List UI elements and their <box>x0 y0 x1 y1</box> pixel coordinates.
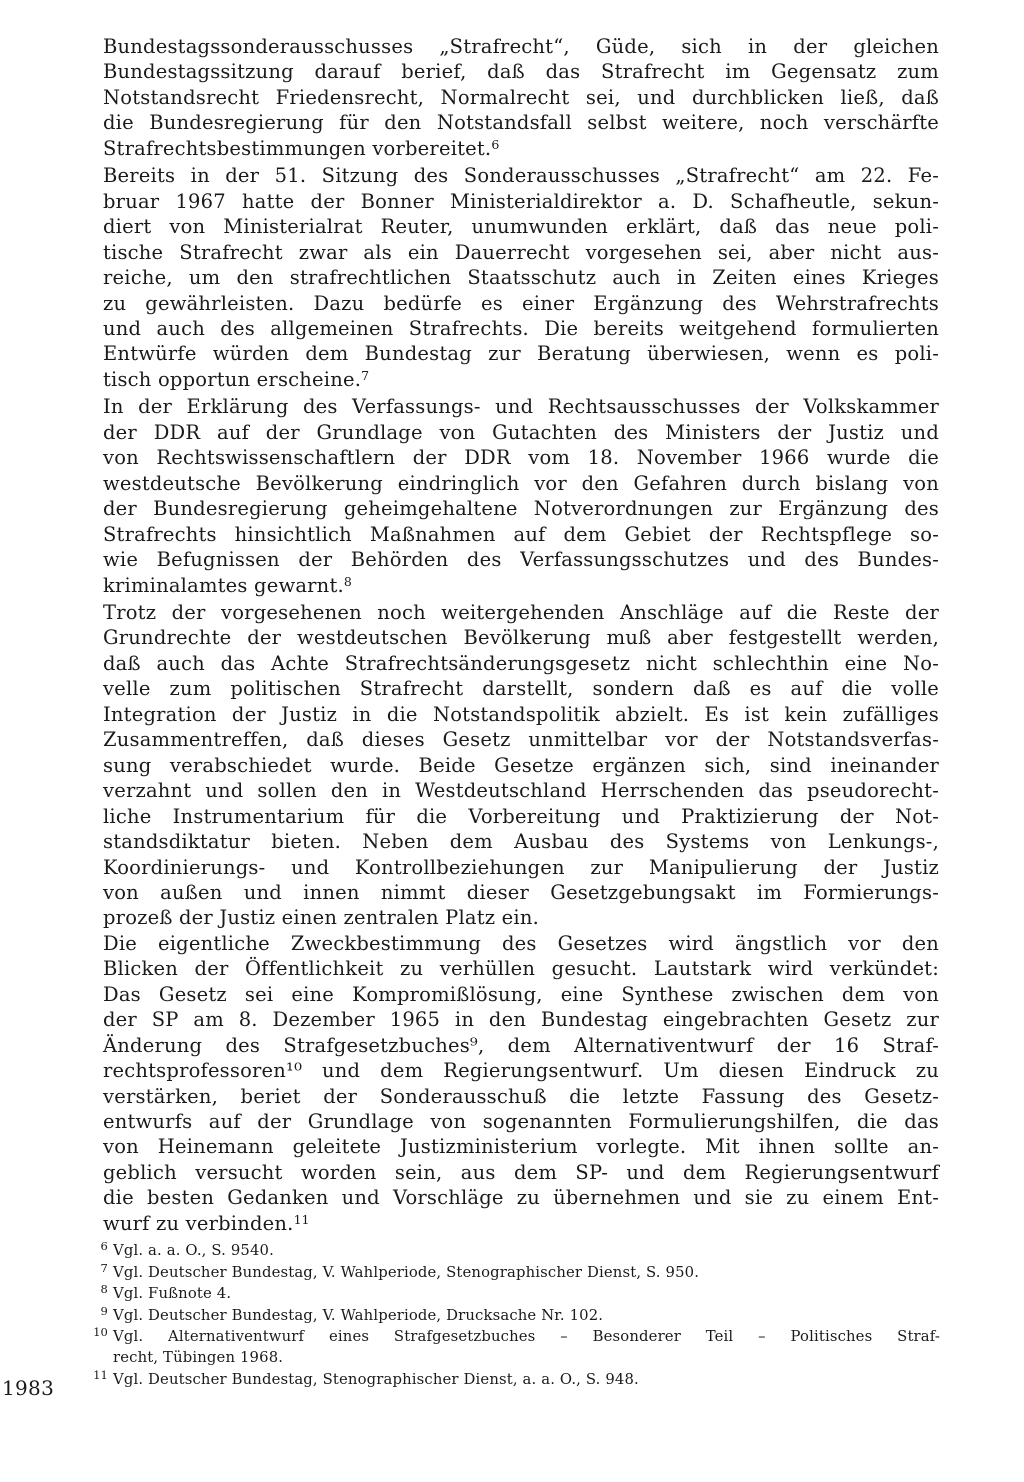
paragraph-1 <box>103 34 939 163</box>
footnote-number: 8 <box>100 1282 108 1297</box>
footnote-line: Vgl. Deutscher Bundestag, V. Wahlperiode, Stenographischer Dienst, S. 950. <box>113 1263 700 1281</box>
footnote-text <box>113 1262 940 1283</box>
text-line: daß auch das Achte Strafrechtsänderungsgesetz nicht schlechthin eine No- <box>103 651 939 675</box>
text-line: von Heinemann geleitete Justizministerium vorlegte. Mit ihnen sollte an- <box>103 1135 939 1159</box>
text-line <box>103 1211 939 1238</box>
text-line: Entwürfe würden dem Bundestag zur Beratung überwiesen, wenn es poli- <box>103 342 939 366</box>
text-line: velle zum politischen Strafrecht darstellt, sondern daß es auf die volle <box>103 677 939 701</box>
text-line: Integration der Justiz in die Notstandspolitik abzielt. Es ist kein zufälliges <box>103 702 939 726</box>
footnote-number: 9 <box>100 1303 108 1318</box>
footnote-number: 11 <box>93 1367 108 1382</box>
text-line: Die eigentliche Zweckbestimmung des Gesetzes wird ängstlich vor den <box>103 931 939 955</box>
text-line: verstärken, beriet der Sonderausschuß die letzte Fassung des Gesetz- <box>103 1084 939 1108</box>
text-line: von außen und innen nimmt dieser Gesetzgebungsakt im Formierungs- <box>103 880 939 904</box>
text-line: Blicken der Öffentlichkeit zu verhüllen gesucht. Lautstark wird verkündet: <box>103 957 939 981</box>
text-line: Strafrechts hinsichtlich Maßnahmen auf dem Gebiet der Rechtspflege so- <box>103 522 939 546</box>
footnote-number: 7 <box>100 1260 108 1275</box>
text-line: liche Instrumentarium für die Vorbereitung und Praktizierung der Not- <box>103 804 939 828</box>
footnote-reference: 7 <box>361 367 370 383</box>
paragraph-2 <box>103 163 939 394</box>
text-line: Grundrechte der westdeutschen Bevölkerung muß aber festgestellt werden, <box>103 626 939 650</box>
footnote-line: Vgl. Fußnote 4. <box>113 1285 232 1303</box>
text-line: Koordinierungs- und Kontrollbeziehungen zur Manipulierung der Justiz <box>103 855 939 879</box>
text-line: sung verabschiedet wurde. Beide Gesetze ergänzen sich, sind ineinander <box>103 753 939 777</box>
text-line: rechtsprofessoren¹⁰ und dem Regierungsentwurf. Um diesen Eindruck zu <box>103 1059 939 1083</box>
footnote-text <box>113 1326 940 1368</box>
text-line: Änderung des Strafgesetzbuches⁹, dem Alternativentwurf der 16 Straf- <box>103 1033 939 1057</box>
text-line: diert von Ministerialrat Reuter, unumwunden erklärt, daß das neue poli- <box>103 215 939 239</box>
text-line <box>103 367 939 394</box>
footnote <box>90 1283 940 1304</box>
text-line <box>103 136 939 163</box>
page-number: 1983 <box>2 1376 55 1400</box>
text-fragment: wurf zu verbinden. <box>103 1211 294 1235</box>
text-line: wie Befugnissen der Behörden des Verfassungsschutzes und des Bundes- <box>103 548 939 572</box>
text-line: von Rechtswissenschaftlern der DDR vom 18. November 1966 wurde die <box>103 446 939 470</box>
footnote-line: recht, Tübingen 1968. <box>113 1349 284 1367</box>
footnote-reference: 11 <box>293 1211 310 1227</box>
text-line: westdeutsche Bevölkerung eindringlich vor den Gefahren durch bislang von <box>103 471 939 495</box>
text-line: standsdiktatur bieten. Neben dem Ausbau des Systems von Lenkungs-, <box>103 830 939 854</box>
body-text <box>103 34 939 1238</box>
text-line: Bundestagssonderausschusses „Strafrecht“, Güde, sich in der gleichen <box>103 35 939 58</box>
text-line: Notstandsrecht Friedensrecht, Normalrecht sei, und durchblicken ließ, daß <box>103 85 939 109</box>
footnote-text <box>113 1283 940 1304</box>
footnote-text <box>113 1240 940 1261</box>
text-line: der DDR auf der Grundlage von Gutachten des Ministers der Justiz und <box>103 420 939 444</box>
footnote-reference: 6 <box>491 136 500 152</box>
text-line: Trotz der vorgesehenen noch weitergehenden Anschläge auf die Reste der <box>103 600 939 624</box>
footnote-line: Vgl. Deutscher Bundestag, V. Wahlperiode, Drucksache Nr. 102. <box>113 1306 604 1324</box>
text-line: In der Erklärung des Verfassungs- und Rechtsausschusses der Volkskammer <box>103 395 939 419</box>
footnote-number: 6 <box>100 1239 108 1253</box>
text-fragment: kriminalamtes gewarnt. <box>103 573 344 597</box>
footnote-line: Vgl. Alternativentwurf eines Strafgesetzbuches – Besonderer Teil – Politisches Straf- <box>113 1328 940 1346</box>
footnote-text <box>113 1369 940 1390</box>
paragraph-5 <box>103 931 939 1238</box>
text-line: geblich versucht worden sein, aus dem SP- und dem Regierungsentwurf <box>103 1160 939 1184</box>
text-line: reiche, um den strafrechtlichen Staatsschutz auch in Zeiten eines Krieges <box>103 266 939 290</box>
text-line: und auch des allgemeinen Strafrechts. Die bereits weitgehend formulierten <box>103 316 939 340</box>
text-line: verzahnt und sollen den in Westdeutschland Herrschenden das pseudorecht- <box>103 779 939 803</box>
footnote <box>90 1240 940 1261</box>
footnote <box>90 1305 940 1326</box>
footnote-line: Vgl. Deutscher Bundestag, Stenographischer Dienst, a. a. O., S. 948. <box>113 1370 639 1388</box>
text-line: Bereits in der 51. Sitzung des Sonderausschusses „Strafrecht“ am 22. Fe- <box>103 164 939 188</box>
footnote <box>90 1326 940 1368</box>
paragraph-3 <box>103 394 939 600</box>
footnote-number: 10 <box>93 1325 108 1340</box>
footnote-line: Vgl. a. a. O., S. 9540. <box>113 1242 274 1259</box>
text-line: Bundestagssitzung darauf berief, daß das Strafrecht im Gegensatz zum <box>103 60 939 84</box>
footnotes <box>90 1240 940 1391</box>
text-line: Zusammentreffen, daß dieses Gesetz unmittelbar vor der Notstandsverfas- <box>103 728 939 752</box>
text-line: entwurfs auf der Grundlage von sogenannten Formulierungshilfen, die das <box>103 1110 939 1134</box>
text-line: die besten Gedanken und Vorschläge zu übernehmen und sie zu einem Ent- <box>103 1186 939 1210</box>
text-line: prozeß der Justiz einen zentralen Platz ein. <box>103 906 540 930</box>
footnote-text <box>113 1305 940 1326</box>
footnote-reference: 8 <box>343 573 352 589</box>
text-line: Das Gesetz sei eine Kompromißlösung, eine Synthese zwischen dem von <box>103 982 939 1006</box>
text-line <box>103 573 939 600</box>
text-line: tische Strafrecht zwar als ein Dauerrecht vorgesehen sei, aber nicht aus- <box>103 240 939 264</box>
text-line: der Bundesregierung geheimgehaltene Notverordnungen zur Ergänzung des <box>103 497 939 521</box>
footnote <box>90 1369 940 1390</box>
text-line: die Bundesregierung für den Notstandsfall selbst weitere, noch verschärfte <box>103 111 939 135</box>
paragraph-4 <box>103 600 939 931</box>
text-line: der SP am 8. Dezember 1965 in den Bundestag eingebrachten Gesetz zur <box>103 1008 939 1032</box>
text-line: zu gewährleisten. Dazu bedürfe es einer Ergänzung des Wehrstrafrechts <box>103 291 939 315</box>
text-fragment: Strafrechtsbestimmungen vorbereitet. <box>103 136 492 160</box>
text-fragment: tisch opportun erscheine. <box>103 367 362 391</box>
text-line: bruar 1967 hatte der Bonner Ministerialdirektor a. D. Schafheutle, sekun- <box>103 189 939 213</box>
footnote <box>90 1262 940 1283</box>
